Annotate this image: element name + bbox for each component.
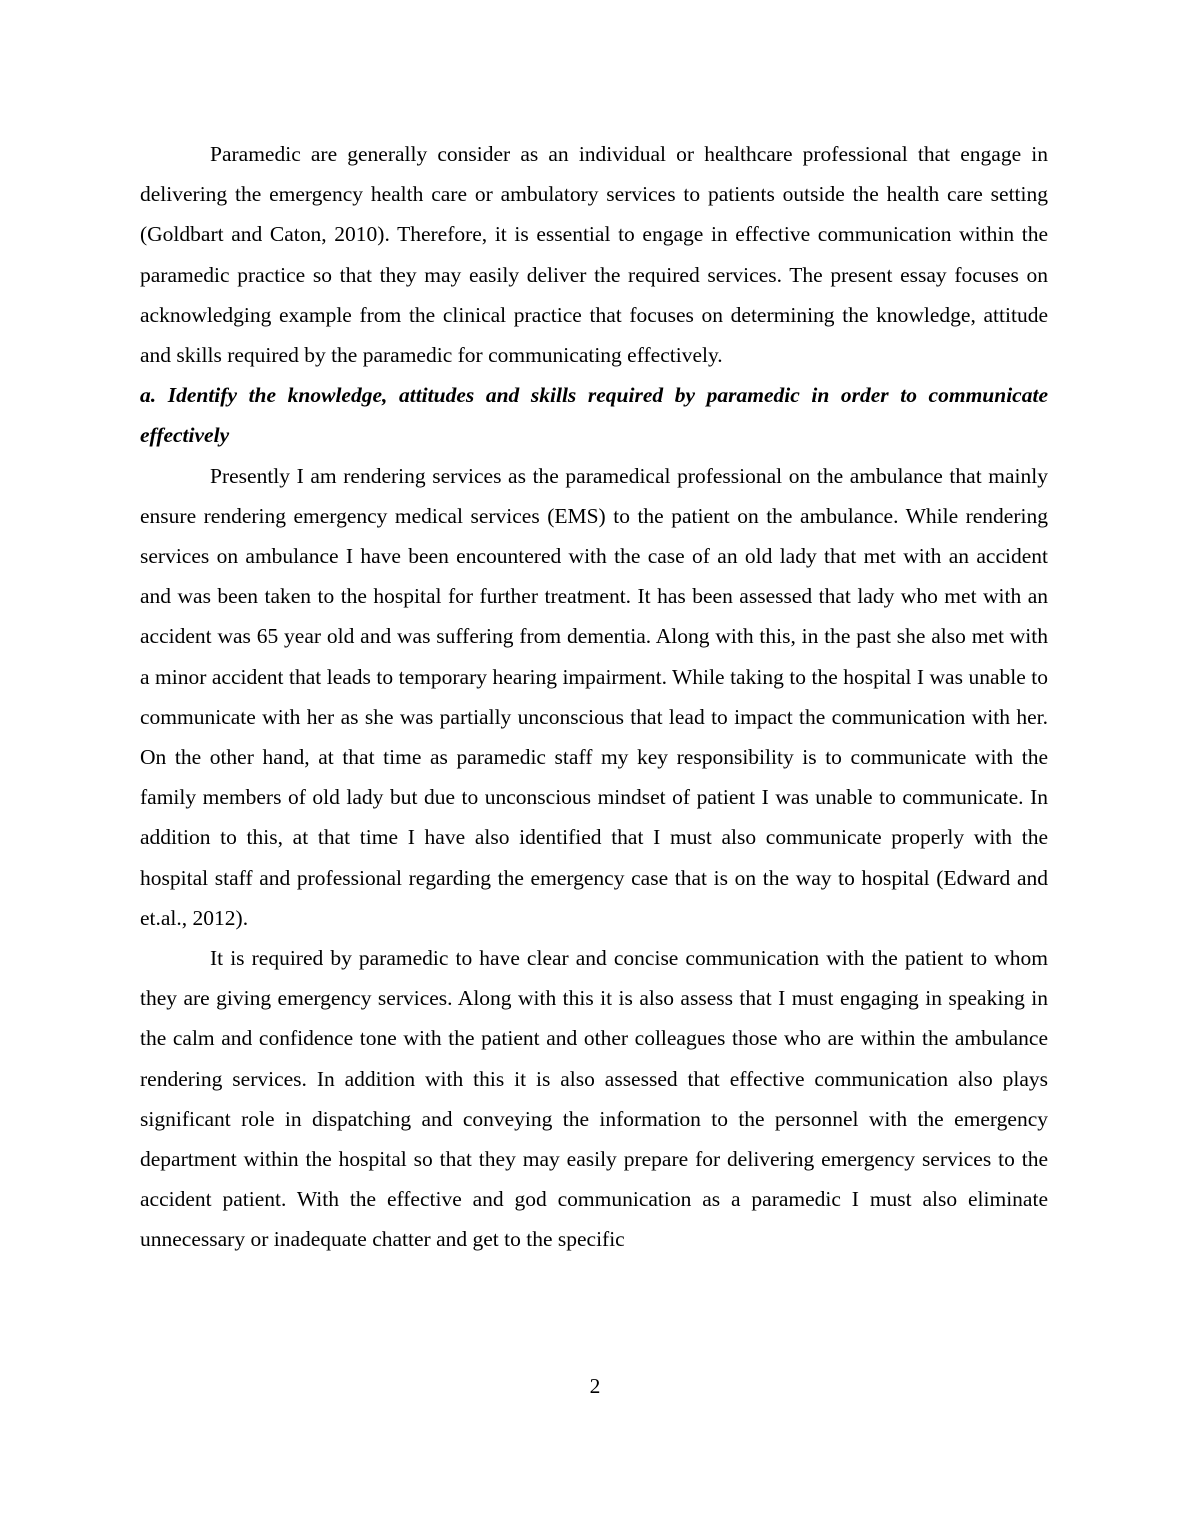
document-body bbox=[140, 134, 1048, 1260]
page-number: 2 bbox=[589, 1374, 601, 1398]
communication-paragraph: It is required by paramedic to have clear and concise communication with the patient to whom they are giving emergency services. Along with this it is also assess that I must engaging in speaking in the calm and confidence tone with the patient and other colleagues those who are within the ambulance rendering services. In addition with this it is also assessed that effective communication also plays significant role in dispatching and conveying the information to the personnel with the emergency department within the hospital so that they may easily prepare for delivering emergency services to the accident patient. With the effective and god communication as a paramedic I must also eliminate unnecessary or inadequate chatter and get to the specific bbox=[140, 946, 1048, 1252]
intro-paragraph: Paramedic are generally consider as an individual or healthcare professional that engage in delivering the emergency health care or ambulatory services to patients outside the health care setting (Goldbart and Caton, 2010). Therefore, it is essential to engage in effective communication within the paramedic practice so that they may easily deliver the required services. The present essay focuses on acknowledging example from the clinical practice that focuses on determining the knowledge, attitude and skills required by the paramedic for communicating effectively. bbox=[140, 142, 1048, 368]
case-paragraph: Presently I am rendering services as the paramedical professional on the ambulance that mainly ensure rendering emergency medical services (EMS) to the patient on the ambulance. While rendering services on ambulance I have been encountered with the case of an old lady that met with an accident and was been taken to the hospital for further treatment. It has been assessed that lady who met with an accident was 65 year old and was suffering from dementia. Along with this, in the past she also met with a minor accident that leads to temporary hearing impairment. While taking to the hospital I was unable to communicate with her as she was partially unconscious that lead to impact the communication with her. On the other hand, at that time as paramedic staff my key responsibility is to communicate with the family members of old lady but due to unconscious mindset of patient I was unable to communicate. In addition to this, at that time I have also identified that I must also communicate properly with the hospital staff and professional regarding the emergency case that is on the way to hospital (Edward and et.al., 2012). bbox=[140, 463, 1048, 930]
section-heading: a. Identify the knowledge, attitudes and skills required by paramedic in order to communicate effectively bbox=[140, 383, 1048, 448]
